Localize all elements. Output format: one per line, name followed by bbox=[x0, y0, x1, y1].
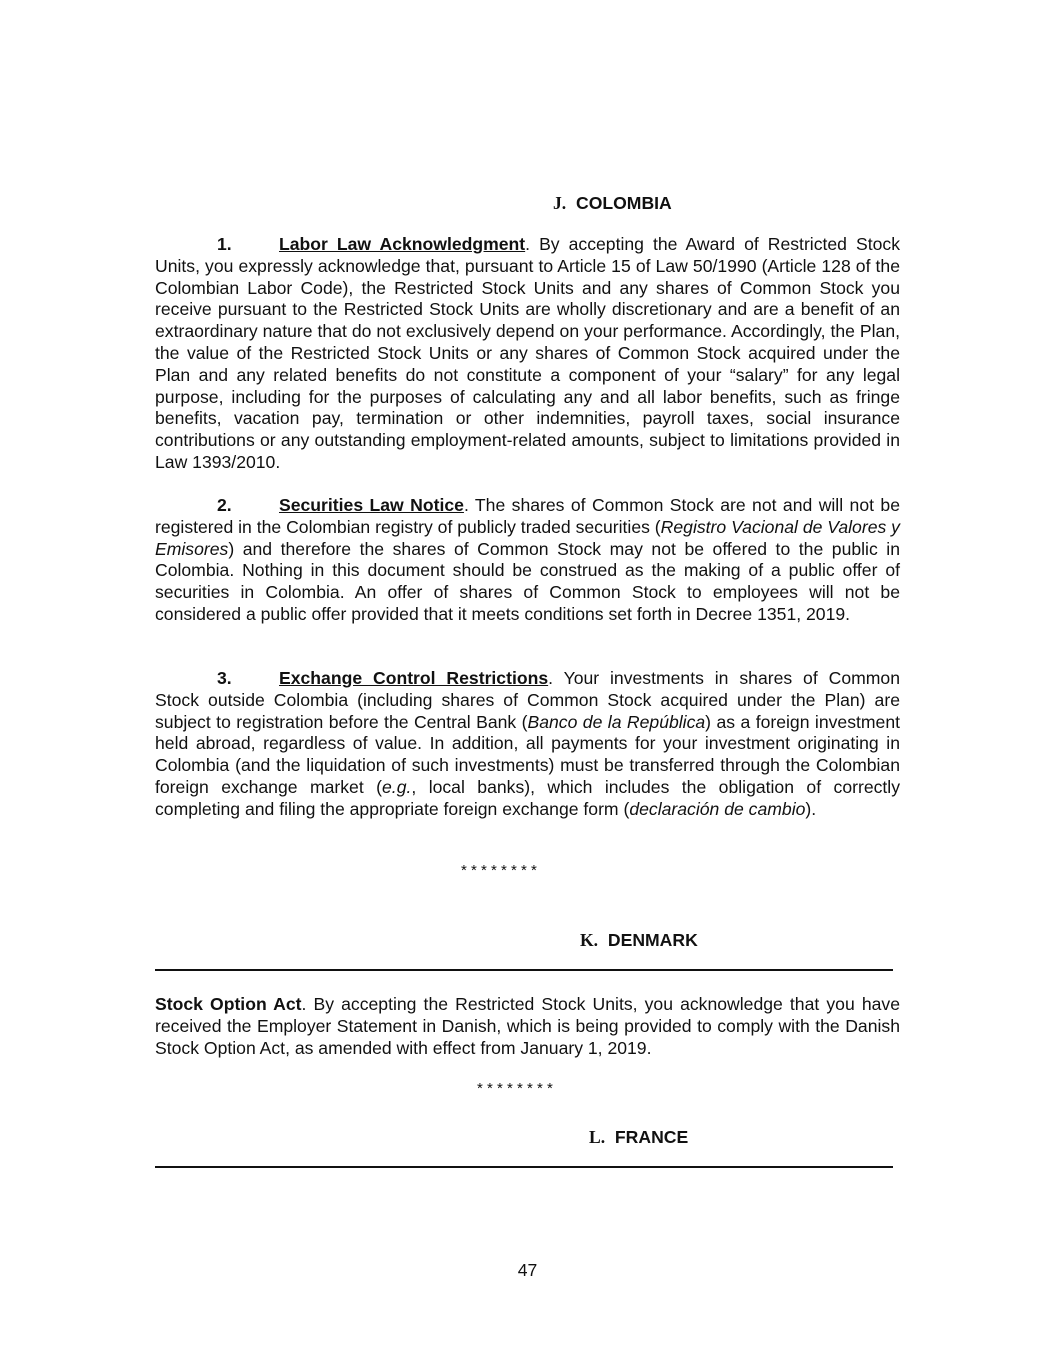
section-name: DENMARK bbox=[607, 930, 698, 950]
section-heading-denmark bbox=[580, 930, 698, 951]
item-text: ) and therefore the shares of Common Stock may not be offered to the public in Colombia. Nothing in this document should be construed as the making of a public offer of securities in Colombia. An offer of shares of Common Stock to employees will not be considered a public offer provided that it meets conditions set forth in Decree 1351, 2019. bbox=[155, 538, 900, 624]
item-text: . Your investments in shares of Common Stock outside Colombia (including shares of Common Stock acquired under the Plan) are subject to registration before the Central Bank ( bbox=[155, 668, 900, 732]
item-number: 2. bbox=[217, 495, 232, 515]
item-text: . By accepting the Award of Restricted Stock Units, you expressly acknowledge that, pursuant to Article 15 of Law 50/1990 (Article 128 of the Colombian Labor Code), the Restricted Stock Units and any shares of Common Stock you receive pursuant to the Restricted Stock Units are wholly discretionary and are a benefit of an extraordinary nature that do not exclusively depend on your performance. Accordingly, the Plan, the value of the Restricted Stock Units or any shares of Common Stock acquired under the Plan and any related benefits do not constitute a component of your “salary” for any legal purpose, including for the purposes of calculating any and all labor benefits, such as fringe benefits, vacation pay, termination or other indemnities, payroll taxes, social insurance contributions or any outstanding employment-related amounts, subject to limitations provided in Law 1393/2010. bbox=[155, 234, 900, 472]
colombia-item-1 bbox=[155, 234, 900, 474]
section-letter: L. bbox=[589, 1127, 606, 1147]
item-title: Labor Law Acknowledgment bbox=[279, 234, 526, 254]
heading-underline-rule bbox=[155, 1166, 893, 1168]
section-separator: * * * * * * * * bbox=[477, 1080, 553, 1097]
item-italic-term: Banco de la República bbox=[527, 711, 706, 732]
item-number: 1. bbox=[217, 234, 232, 254]
item-italic-term: Registro Vacional de Valores y Emisores bbox=[155, 516, 900, 559]
item-title: Exchange Control Restrictions bbox=[279, 668, 549, 688]
item-title: Securities Law Notice bbox=[279, 495, 464, 515]
item-text: . By accepting the Restricted Stock Units, you acknowledge that you have received the Employer Statement in Danish, which is being provided to comply with the Danish Stock Option Act, as amended with effect from January 1, 2019. bbox=[155, 994, 900, 1058]
item-text: , local banks), which includes the obligation of correctly completing and filing the appropriate foreign exchange form ( bbox=[155, 776, 901, 819]
item-text: . The shares of Common Stock are not and will not be registered in the Colombian registry of publicly traded securities ( bbox=[155, 495, 900, 537]
section-name: COLOMBIA bbox=[575, 193, 672, 213]
item-number: 3. bbox=[217, 668, 232, 688]
section-letter: J. bbox=[553, 193, 567, 213]
section-separator: * * * * * * * * bbox=[461, 862, 537, 879]
item-italic-term: declaración de cambio bbox=[629, 798, 806, 819]
item-title: Stock Option Act bbox=[155, 994, 302, 1014]
heading-underline-rule bbox=[155, 969, 893, 971]
item-italic-term: e.g. bbox=[382, 776, 412, 797]
section-letter: K. bbox=[580, 930, 599, 950]
section-name: FRANCE bbox=[614, 1127, 689, 1147]
page-number: 47 bbox=[517, 1260, 538, 1280]
section-heading-colombia bbox=[553, 193, 672, 214]
colombia-item-3 bbox=[155, 668, 900, 821]
section-heading-france bbox=[589, 1127, 688, 1148]
denmark-paragraph bbox=[155, 994, 900, 1059]
item-text: ) as a foreign investment held abroad, regardless of value. In addition, all payments for your investment originating in Colombia (and the liquidation of such investments) must be transferred through the Colombian foreign exchange market ( bbox=[155, 711, 900, 797]
item-text: ). bbox=[805, 798, 817, 819]
colombia-item-2 bbox=[155, 495, 900, 626]
